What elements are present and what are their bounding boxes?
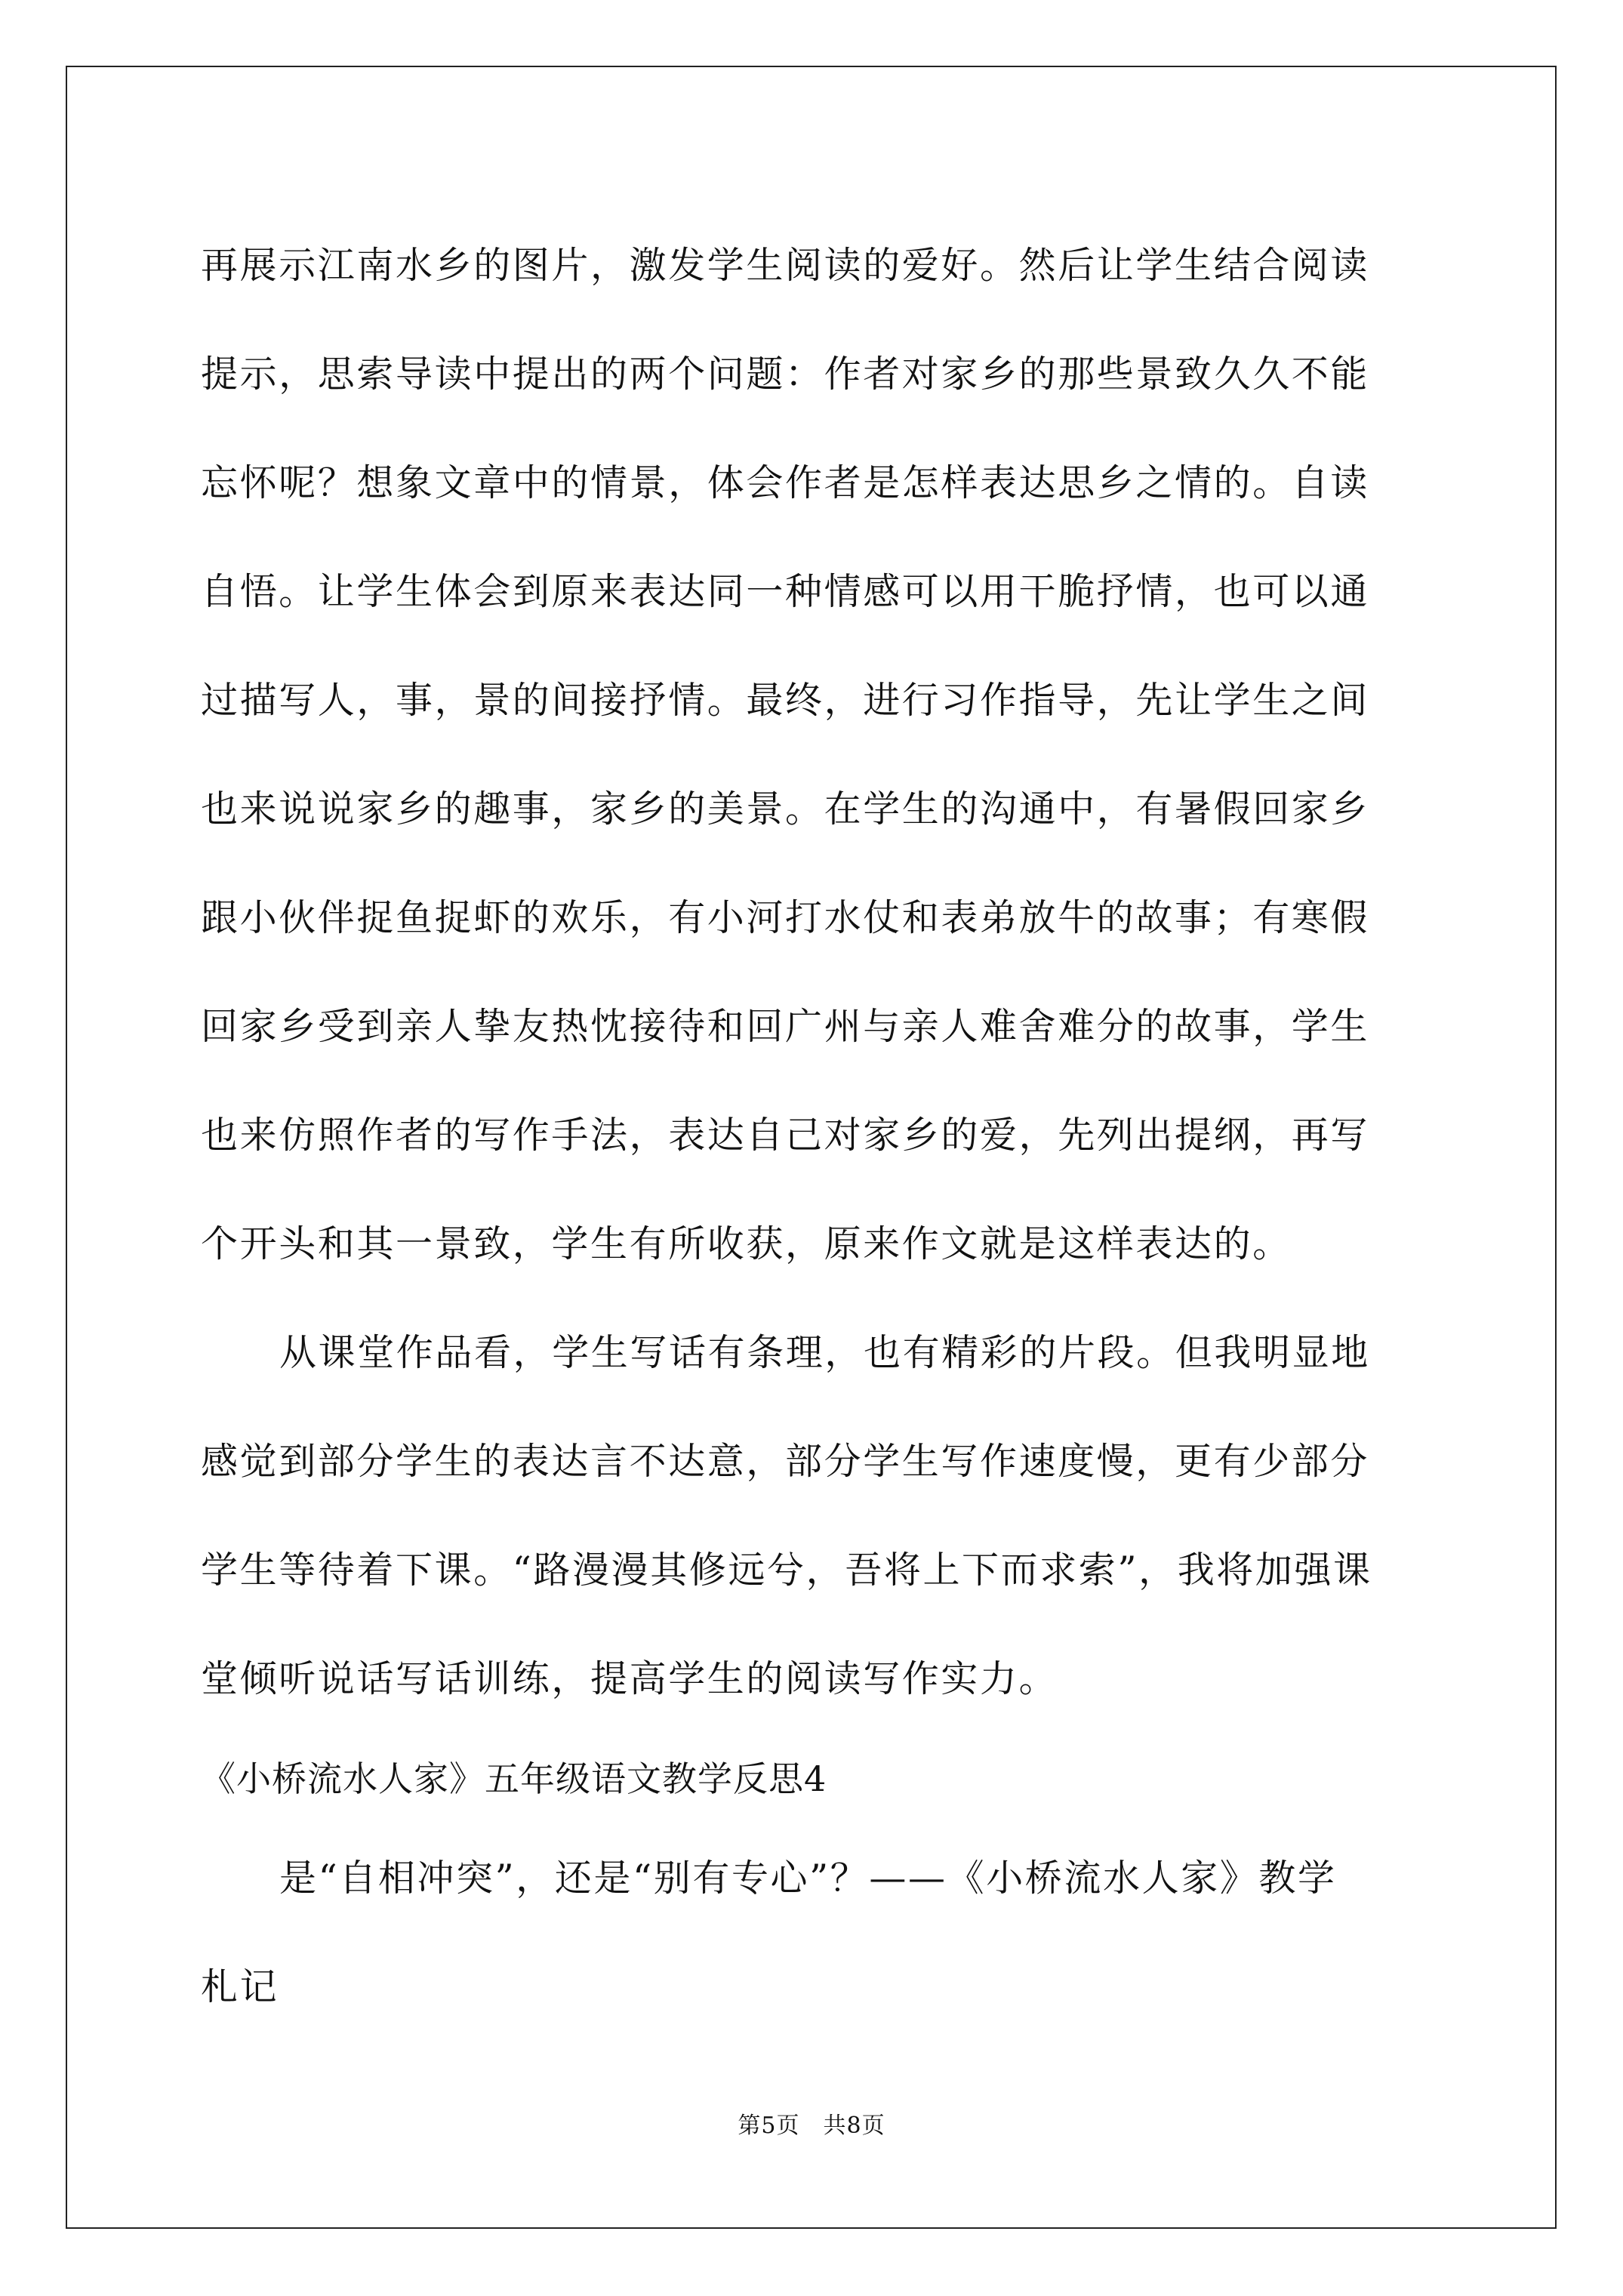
paragraph-2 xyxy=(201,1299,1431,1734)
section-heading: 《小桥流水人家》五年级语文教学反思4 xyxy=(201,1758,827,1799)
paragraph-1 xyxy=(201,211,1431,1299)
text-line: 感觉到部分学生的表达言不达意，部分学生写作速度慢，更有少部分 xyxy=(201,1440,1370,1483)
text-line: 堂倾听说话写话训练，提高学生的阅读写作实力。 xyxy=(201,1657,1058,1700)
text-line: 个开头和其一景致，学生有所收获，原来作文就是这样表达的。 xyxy=(201,1222,1292,1265)
text-line: 札记 xyxy=(201,1965,279,2008)
document-body xyxy=(201,211,1431,2042)
text-line: 忘怀呢？想象文章中的情景，体会作者是怎样表达思乡之情的。自读 xyxy=(201,461,1370,504)
text-line: 提示，思索导读中提出的两个问题：作者对家乡的那些景致久久不能 xyxy=(201,353,1370,396)
text-line: 再展示江南水乡的图片，激发学生阅读的爱好。然后让学生结合阅读 xyxy=(201,244,1370,287)
page-number-footer: 第5页 共8页 xyxy=(738,2113,885,2139)
text-line: 从课堂作品看，学生写话有条理，也有精彩的片段。但我明显地 xyxy=(279,1331,1370,1374)
paragraph-3 xyxy=(201,1824,1431,2042)
text-line: 回家乡受到亲人挚友热忱接待和回广州与亲人难舍难分的故事，学生 xyxy=(201,1005,1370,1048)
text-line: 自悟。让学生体会到原来表达同一种情感可以用干脆抒情，也可以通 xyxy=(201,570,1370,613)
text-line: 也来仿照作者的写作手法，表达自己对家乡的爱，先列出提纲，再写 xyxy=(201,1114,1370,1157)
text-line: 也来说说家乡的趣事，家乡的美景。在学生的沟通中，有暑假回家乡 xyxy=(201,787,1370,831)
text-line: 学生等待着下课。“路漫漫其修远兮，吾将上下而求索”，我将加强课 xyxy=(201,1549,1372,1592)
text-line: 跟小伙伴捉鱼捉虾的欢乐，有小河打水仗和表弟放牛的故事；有寒假 xyxy=(201,896,1370,939)
text-line: 过描写人，事，景的间接抒情。最终，进行习作指导，先让学生之间 xyxy=(201,679,1370,722)
text-line: 是“自相冲突”，还是“别有专心”？——《小桥流水人家》教学 xyxy=(279,1857,1337,1900)
